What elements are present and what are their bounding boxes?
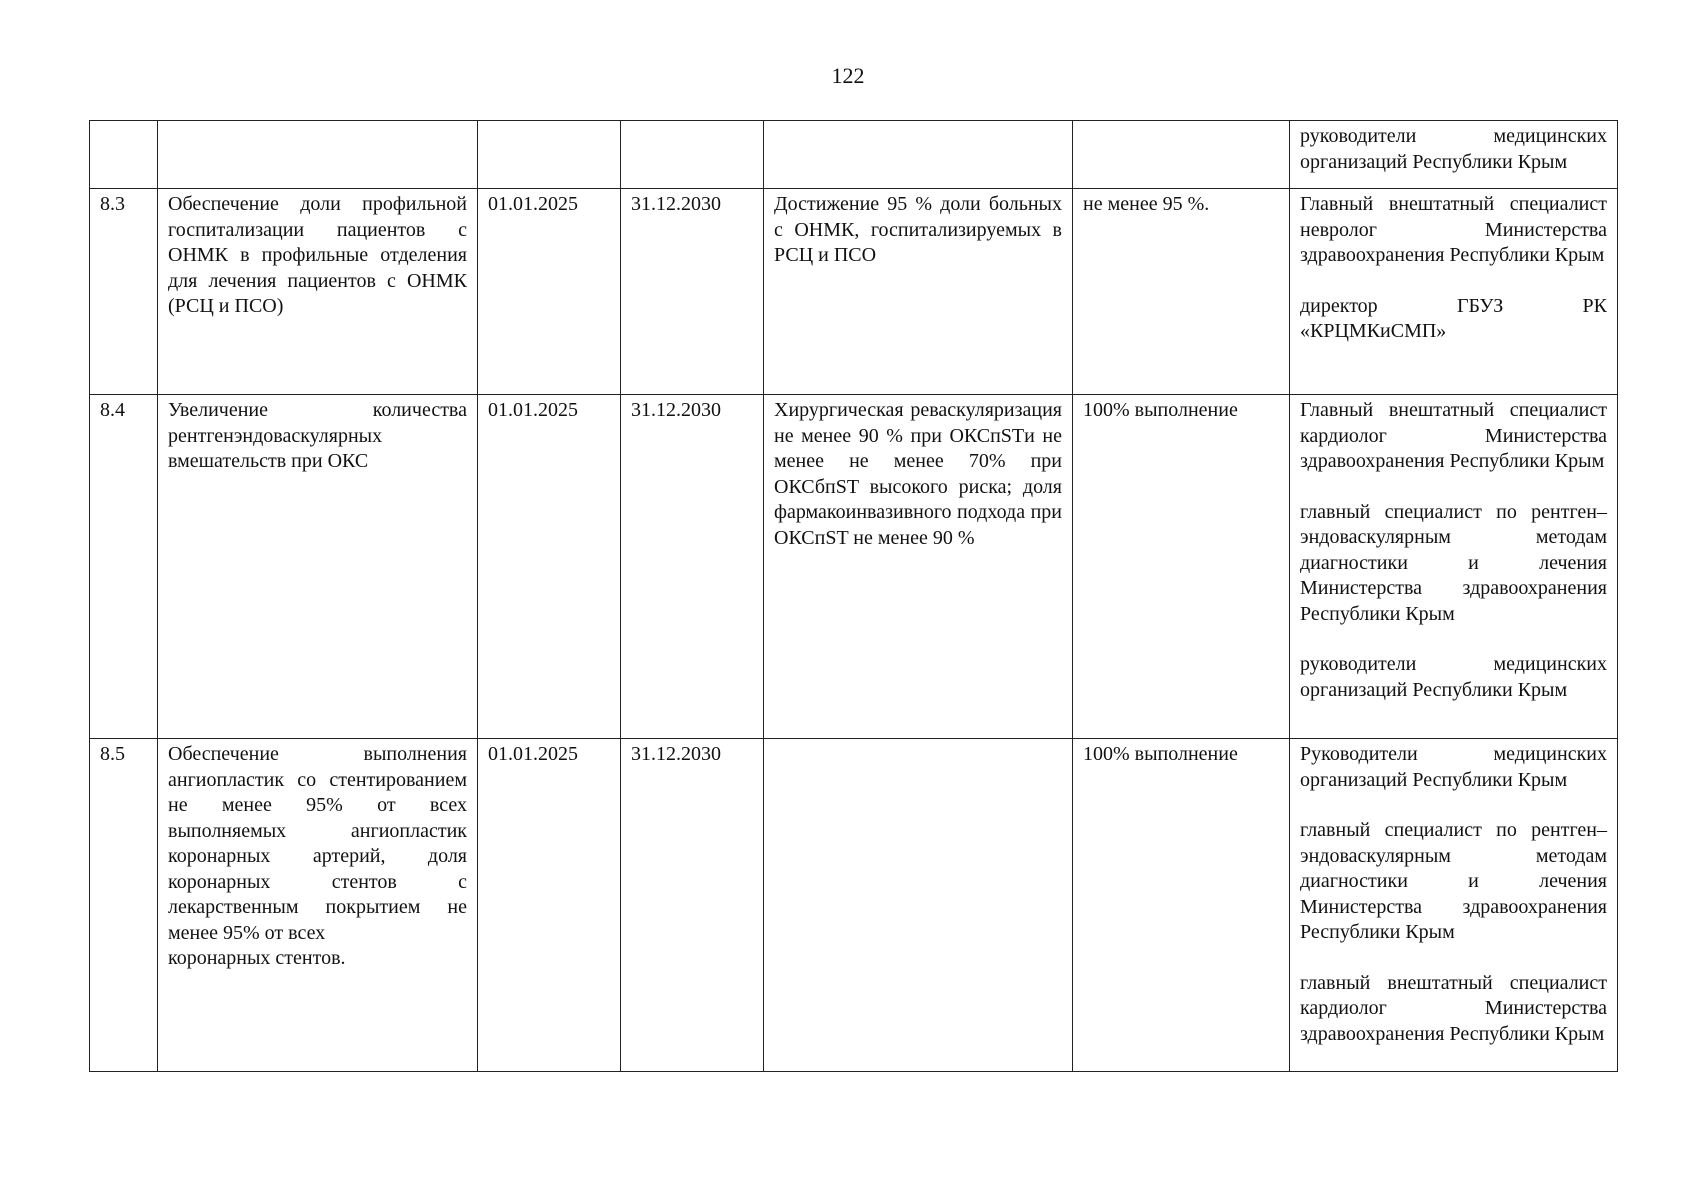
measure-text: Обеспечение выполнения ангиопластик со стентированием не менее 95% от всех выполняемых ангиопластик коронарных артерий, доля коронарных стентов с лекарственным покрытием не менее 95% от всех (168, 743, 467, 944)
responsible-cell (1290, 739, 1618, 1072)
page-number: 122 (831, 63, 865, 88)
result-cell (764, 739, 1073, 1072)
responsible-entry: Главный внештатный специалист невролог Министерства здравоохранения Республики Крым (1300, 193, 1607, 266)
end-date-cell: 31.12.2030 (621, 739, 764, 1072)
end-date-cell (621, 121, 764, 189)
responsible-cell (1290, 395, 1618, 739)
end-date-cell: 31.12.2030 (621, 395, 764, 739)
indicator-cell: 100% выполнение (1073, 395, 1290, 739)
result-cell (764, 121, 1073, 189)
responsible-entry: Руководители медицинских организаций Республики Крым (1300, 743, 1607, 791)
start-date-cell: 01.01.2025 (478, 395, 621, 739)
measures-table (89, 120, 1618, 1072)
responsible-entry: Главный внештатный специалист кардиолог Министерства здравоохранения Республики Крым (1300, 399, 1607, 472)
row-number: 8.4 (90, 395, 158, 739)
table-row (90, 739, 1618, 1072)
start-date-cell: 01.01.2025 (478, 739, 621, 1072)
row-number: 8.5 (90, 739, 158, 1072)
table-row (90, 395, 1618, 739)
end-date-cell: 31.12.2030 (621, 189, 764, 395)
result-cell: Достижение 95 % доли больных с ОНМК, госпитализируемых в РСЦ и ПСО (764, 189, 1073, 395)
responsible-entry: руководители медицинских организаций Республики Крым (1300, 653, 1607, 701)
row-number (90, 121, 158, 189)
measure-cell (158, 739, 478, 1072)
measure-text-tail: коронарных стентов. (168, 947, 346, 969)
indicator-cell: 100% выполнение (1073, 739, 1290, 1072)
measure-cell: Увеличение количества рентгенэндоваскулярных вмешательств при ОКС (158, 395, 478, 739)
indicator-cell: не менее 95 %. (1073, 189, 1290, 395)
responsible-entry: руководители медицинских организаций Республики Крым (1300, 125, 1607, 173)
responsible-cell (1290, 121, 1618, 189)
result-cell: Хирургическая реваскуляризация не менее 90 % при ОКСпSTи не менее не менее 70% при ОКСбпST высокого риска; доля фармакоинвазивного подхода при ОКСпST не менее 90 % (764, 395, 1073, 739)
measure-cell: Обеспечение доли профильной госпитализации пациентов с ОНМК в профильные отделения для лечения пациентов с ОНМК (РСЦ и ПСО) (158, 189, 478, 395)
responsible-cell (1290, 189, 1618, 395)
start-date-cell (478, 121, 621, 189)
measure-cell (158, 121, 478, 189)
indicator-cell (1073, 121, 1290, 189)
row-number: 8.3 (90, 189, 158, 395)
table-row (90, 189, 1618, 395)
table-row (90, 121, 1618, 189)
start-date-cell: 01.01.2025 (478, 189, 621, 395)
responsible-entry: директор ГБУЗ РК «КРЦМКиСМП» (1300, 294, 1607, 342)
responsible-entry: главный специалист по рентген–эндоваскулярным методам диагностики и лечения Министерства здравоохранения Республики Крым (1300, 500, 1607, 625)
responsible-entry: главный внештатный специалист кардиолог Министерства здравоохранения Республики Крым (1300, 971, 1607, 1045)
responsible-entry: главный специалист по рентген–эндоваскулярным методам диагностики и лечения Министерства здравоохранения Республики Крым (1300, 819, 1607, 943)
